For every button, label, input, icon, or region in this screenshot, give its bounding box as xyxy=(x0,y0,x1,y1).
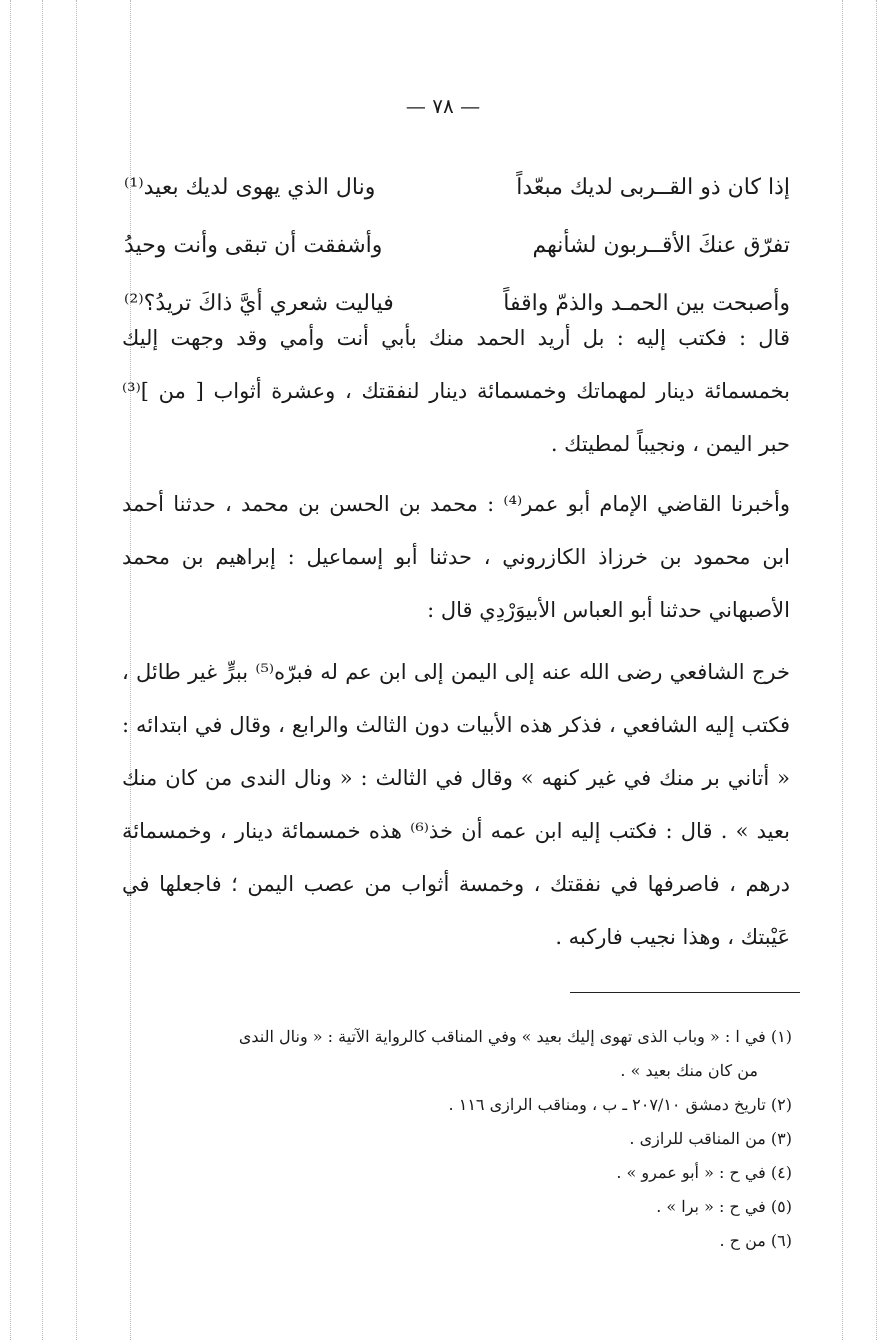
page-number: — ٧٨ — xyxy=(405,94,481,118)
poem-verse xyxy=(124,216,790,274)
verse-first-hemistich: تفرّق عنكَ الأقــربون لشأنهم xyxy=(532,232,790,258)
paragraph-isnad: وأخبرنا القاضي الإمام أبو عمر⁽⁴⁾ : محمد بن الحسن بن محمد ، حدثنا أحمد ابن محمود بن خرزاذ الكازروني ، حدثنا أبو إسماعيل : إبراهيم بن محمد الأصبهاني حدثنا أبو العباس الأبيوَرْدِي قال : xyxy=(122,492,790,622)
dotted-margin-line xyxy=(42,0,43,1340)
footnote-3: (٣) من المناقب للرازى . xyxy=(629,1129,792,1148)
footnotes xyxy=(130,1020,792,1258)
dotted-margin-line xyxy=(10,0,11,1340)
paragraph-reply: قال : فكتب إليه : بل أريد الحمد منك بأبي أنت وأمي وقد وجهت إليك بخمسمائة دينار لمهماتك وخمسمائة دينار لنفقتك ، وعشرة أثواب [ من ]⁽³⁾ حبر اليمن ، ونجيباً لمطيتك . xyxy=(122,326,790,456)
verse-first-hemistich: وأصبحت بين الحمـد والذمّ واقفاً xyxy=(503,290,790,316)
footnote-2: (٢) تاريخ دمشق ٢٠٧/١٠ ـ ب ، ومناقب الرازى ١١٦ . xyxy=(448,1095,792,1114)
footnote-1-continued: من كان منك بعيد » . xyxy=(620,1061,758,1080)
paragraph-narration: خرج الشافعي رضى الله عنه إلى اليمن إلى ابن عم له فبرّه⁽⁵⁾ ببرٍّ غير طائل ، فكتب إليه الشافعي ، فذكر هذه الأبيات دون الثالث والرابع ، وقال في ابتدائه : « أتاني بر منك في غير كنهه » وقال في الثالث : « ونال الندى من كان منك بعيد » . قال : فكتب إليه ابن عمه أن خذ⁽⁶⁾ هذه خمسمائة دينار ، وخمسمائة درهم ، فاصرفها في نفقتك ، وخمسة أثواب من عصب اليمن ؛ فاجعلها في عَيْبتك ، وهذا نجيب فاركبه . xyxy=(122,660,790,949)
dotted-margin-line xyxy=(76,0,77,1340)
footnote-6: (٦) من ح . xyxy=(719,1231,792,1250)
verse-second-hemistich: فياليت شعري أيَّ ذاكَ تريدُ؟⁽²⁾ xyxy=(124,290,394,316)
footnote-4: (٤) في ح : « أبو عمرو » . xyxy=(616,1163,792,1182)
verse-second-hemistich: وأشفقت أن تبقى وأنت وحيدُ xyxy=(124,232,383,258)
footnote-separator xyxy=(570,992,800,993)
dotted-margin-line xyxy=(842,0,843,1340)
dotted-margin-line xyxy=(876,0,877,1340)
verse-first-hemistich: إذا كان ذو القــربى لديك مبعّداً xyxy=(516,174,790,200)
footnote-5: (٥) في ح : « برا » . xyxy=(656,1197,792,1216)
verse-second-hemistich: ونال الذي يهوى لديك بعيد⁽¹⁾ xyxy=(124,174,376,200)
poem-verse xyxy=(124,158,790,216)
poem-block xyxy=(124,158,790,332)
footnote-1: (١) في ا : « وباب الذى تهوى إليك بعيد » وفي المناقب كالرواية الآتية : « ونال الندى xyxy=(238,1027,792,1046)
